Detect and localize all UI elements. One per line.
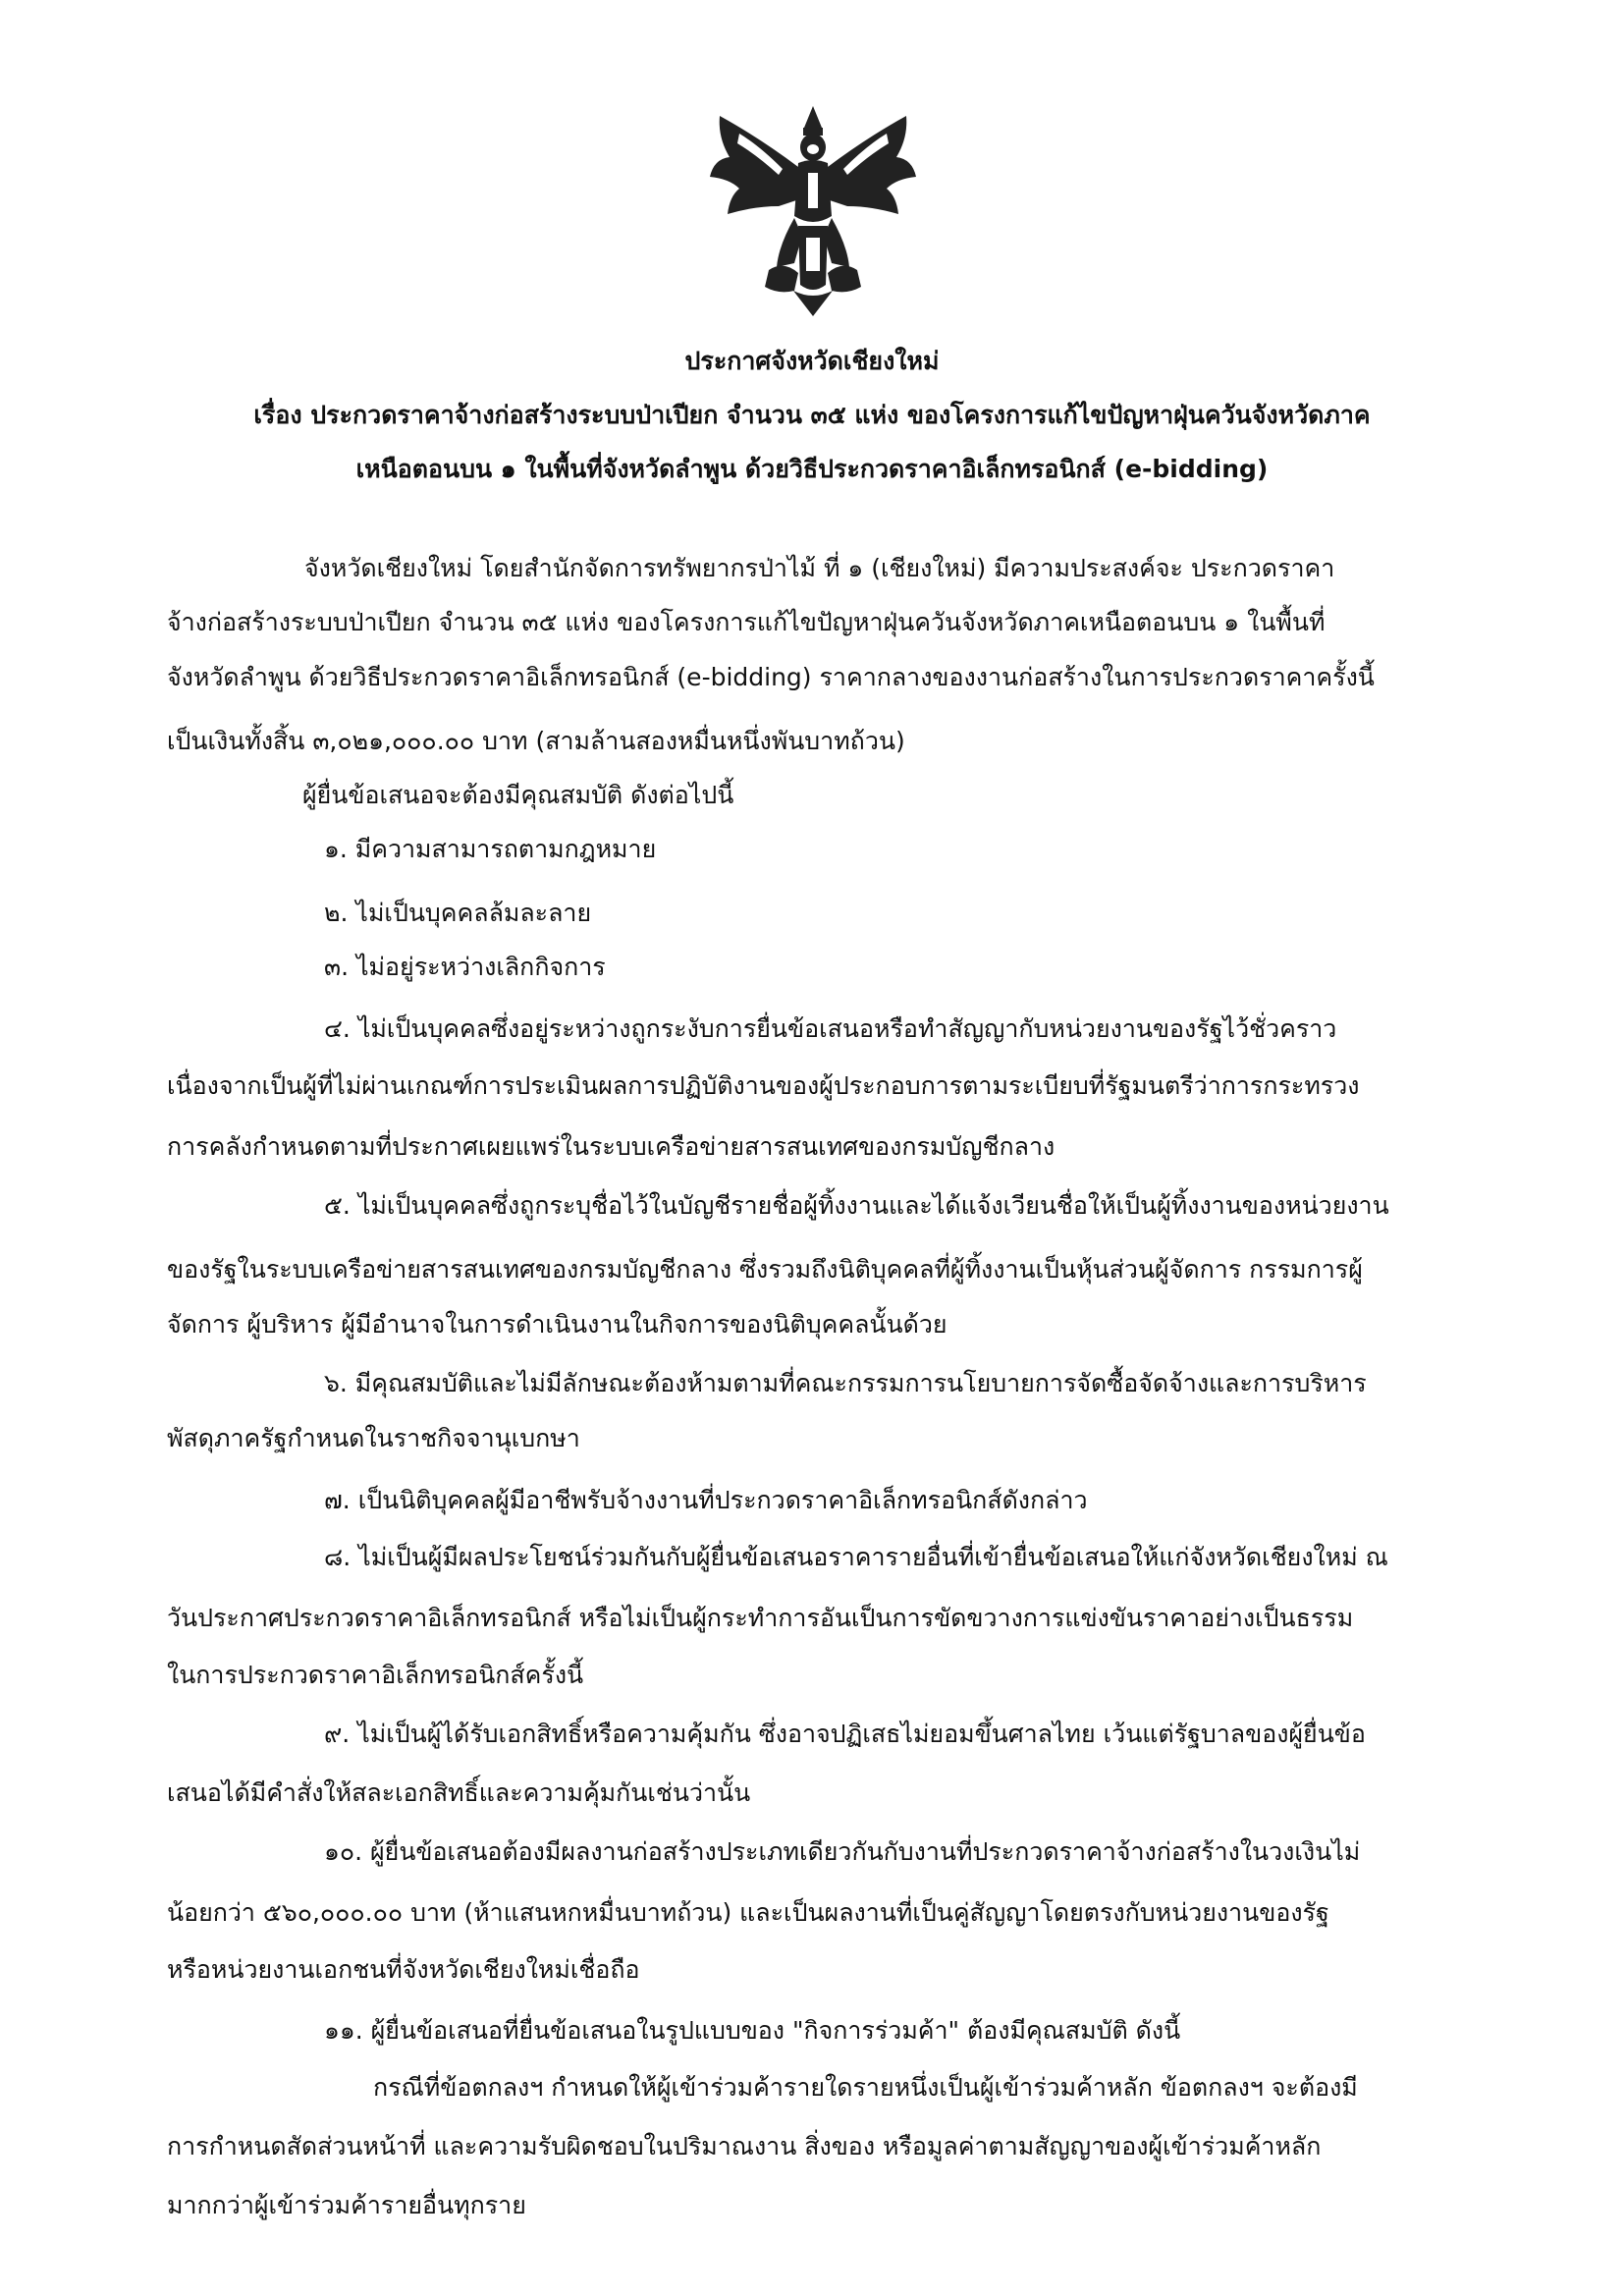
joint-venture-line-3: มากกว่าผู้เข้าร่วมค้ารายอื่นทุกราย	[167, 2191, 526, 2219]
item-9-line-1: ๙. ไม่เป็นผู้ได้รับเอกสิทธิ์หรือความคุ้มกัน ซึ่งอาจปฏิเสธไม่ยอมขึ้นศาลไทย เว้นแต่รัฐบาลของผู้ยื่นข้อ	[324, 1720, 1366, 1748]
announcement-title: ประกาศจังหวัดเชียงใหม่	[684, 347, 940, 375]
intro-line-2: จ้างก่อสร้างระบบป่าเปียก จำนวน ๓๕ แห่ง ของโครงการแก้ไขปัญหาฝุ่นควันจังหวัดภาคเหนือตอนบน ๑ ในพื้นที่	[167, 608, 1326, 636]
item-2: ๒. ไม่เป็นบุคคลล้มละลาย	[324, 899, 592, 927]
item-5-line-3: จัดการ ผู้บริหาร ผู้มีอำนาจในการดำเนินงานในกิจการของนิติบุคคลนั้นด้วย	[167, 1310, 947, 1339]
item-10-line-2: น้อยกว่า ๕๖๐,๐๐๐.๐๐ บาท (ห้าแสนหกหมื่นบาทถ้วน) และเป็นผลงานที่เป็นคู่สัญญาโดยตรงกับหน่วยงานของรัฐ	[167, 1898, 1329, 1927]
item-6-line-2: พัสดุภาครัฐกำหนดในราชกิจจานุเบกษา	[167, 1424, 580, 1452]
item-7: ๗. เป็นนิติบุคคลผู้มีอาชีพรับจ้างงานที่ประกวดราคาอิเล็กทรอนิกส์ดังกล่าว	[324, 1486, 1088, 1514]
item-4-line-3: การคลังกำหนดตามที่ประกาศเผยแพร่ในระบบเครือข่ายสารสนเทศของกรมบัญชีกลาง	[167, 1132, 1056, 1161]
item-9-line-2: เสนอได้มีคำสั่งให้สละเอกสิทธิ์และความคุ้มกันเช่นว่านั้น	[167, 1778, 751, 1807]
item-8-line-3: ในการประกวดราคาอิเล็กทรอนิกส์ครั้งนี้	[167, 1661, 584, 1689]
joint-venture-line-1: กรณีที่ข้อตกลงฯ กำหนดให้ผู้เข้าร่วมค้ารายใดรายหนึ่งเป็นผู้เข้าร่วมค้าหลัก ข้อตกลงฯ จะต้องมี	[373, 2073, 1358, 2102]
intro-line-1: จังหวัดเชียงใหม่ โดยสำนักจัดการทรัพยากรป่าไม้ ที่ ๑ (เชียงใหม่) มีความประสงค์จะ ประกวดราคา	[304, 554, 1335, 582]
item-3: ๓. ไม่อยู่ระหว่างเลิกกิจการ	[324, 953, 606, 981]
garuda-emblem	[700, 98, 926, 319]
item-10-line-1: ๑๐. ผู้ยื่นข้อเสนอต้องมีผลงานก่อสร้างประเภทเดียวกันกับงานที่ประกวดราคาจ้างก่อสร้างในวงเงินไม่	[324, 1837, 1361, 1866]
intro-line-3: จังหวัดลำพูน ด้วยวิธีประกวดราคาอิเล็กทรอนิกส์ (e-bidding) ราคากลางของงานก่อสร้างในการประกวดราคาครั้งนี้	[167, 663, 1375, 691]
subject-line-1: เรื่อง ประกวดราคาจ้างก่อสร้างระบบป่าเปียก จำนวน ๓๕ แห่ง ของโครงการแก้ไขปัญหาฝุ่นควันจังหวัดภาค	[253, 401, 1371, 429]
item-5-line-1: ๕. ไม่เป็นบุคคลซึ่งถูกระบุชื่อไว้ในบัญชีรายชื่อผู้ทิ้งงานและได้แจ้งเวียนชื่อให้เป็นผู้ทิ้งงานของหน่วยงาน	[324, 1191, 1389, 1220]
joint-venture-line-2: การกำหนดสัดส่วนหน้าที่ และความรับผิดชอบในปริมาณงาน สิ่งของ หรือมูลค่าตามสัญญาของผู้เข้าร่วมค้าหลัก	[167, 2132, 1322, 2160]
item-8-line-1: ๘. ไม่เป็นผู้มีผลประโยชน์ร่วมกันกับผู้ยื่นข้อเสนอราคารายอื่นที่เข้ายื่นข้อเสนอให้แก่จังหวัดเชียงใหม่ ณ	[324, 1543, 1388, 1571]
item-8-line-2: วันประกาศประกวดราคาอิเล็กทรอนิกส์ หรือไม่เป็นผู้กระทำการอันเป็นการขัดขวางการแข่งขันราคาอย่างเป็นธรรม	[167, 1604, 1354, 1632]
subject-line-2: เหนือตอนบน ๑ ในพื้นที่จังหวัดลำพูน ด้วยวิธีประกวดราคาอิเล็กทรอนิกส์ (e-bidding)	[355, 455, 1269, 483]
item-1: ๑. มีความสามารถตามกฎหมาย	[324, 835, 657, 863]
item-4-line-2: เนื่องจากเป็นผู้ที่ไม่ผ่านเกณฑ์การประเมินผลการปฏิบัติงานของผู้ประกอบการตามระเบียบที่รัฐมนตรีว่าการกระทรวง	[167, 1071, 1360, 1100]
intro-line-4: เป็นเงินทั้งสิ้น ๓,๐๒๑,๐๐๐.๐๐ บาท (สามล้านสองหมื่นหนึ่งพันบาทถ้วน)	[167, 727, 905, 755]
qualifications-heading: ผู้ยื่นข้อเสนอจะต้องมีคุณสมบัติ ดังต่อไปนี้	[302, 781, 734, 809]
item-5-line-2: ของรัฐในระบบเครือข่ายสารสนเทศของกรมบัญชีกลาง ซึ่งรวมถึงนิติบุคคลที่ผู้ทิ้งงานเป็นหุ้นส่วนผู้จัดการ กรรมการผู้	[167, 1255, 1363, 1284]
item-6-line-1: ๖. มีคุณสมบัติและไม่มีลักษณะต้องห้ามตามที่คณะกรรมการนโยบายการจัดซื้อจัดจ้างและการบริหาร	[324, 1369, 1367, 1397]
item-11: ๑๑. ผู้ยื่นข้อเสนอที่ยื่นข้อเสนอในรูปแบบของ "กิจการร่วมค้า" ต้องมีคุณสมบัติ ดังนี้	[324, 2016, 1181, 2045]
item-4-line-1: ๔. ไม่เป็นบุคคลซึ่งอยู่ระหว่างถูกระงับการยื่นข้อเสนอหรือทำสัญญากับหน่วยงานของรัฐไว้ชั่วคราว	[324, 1014, 1337, 1043]
item-10-line-3: หรือหน่วยงานเอกชนที่จังหวัดเชียงใหม่เชื่อถือ	[167, 1955, 640, 1984]
